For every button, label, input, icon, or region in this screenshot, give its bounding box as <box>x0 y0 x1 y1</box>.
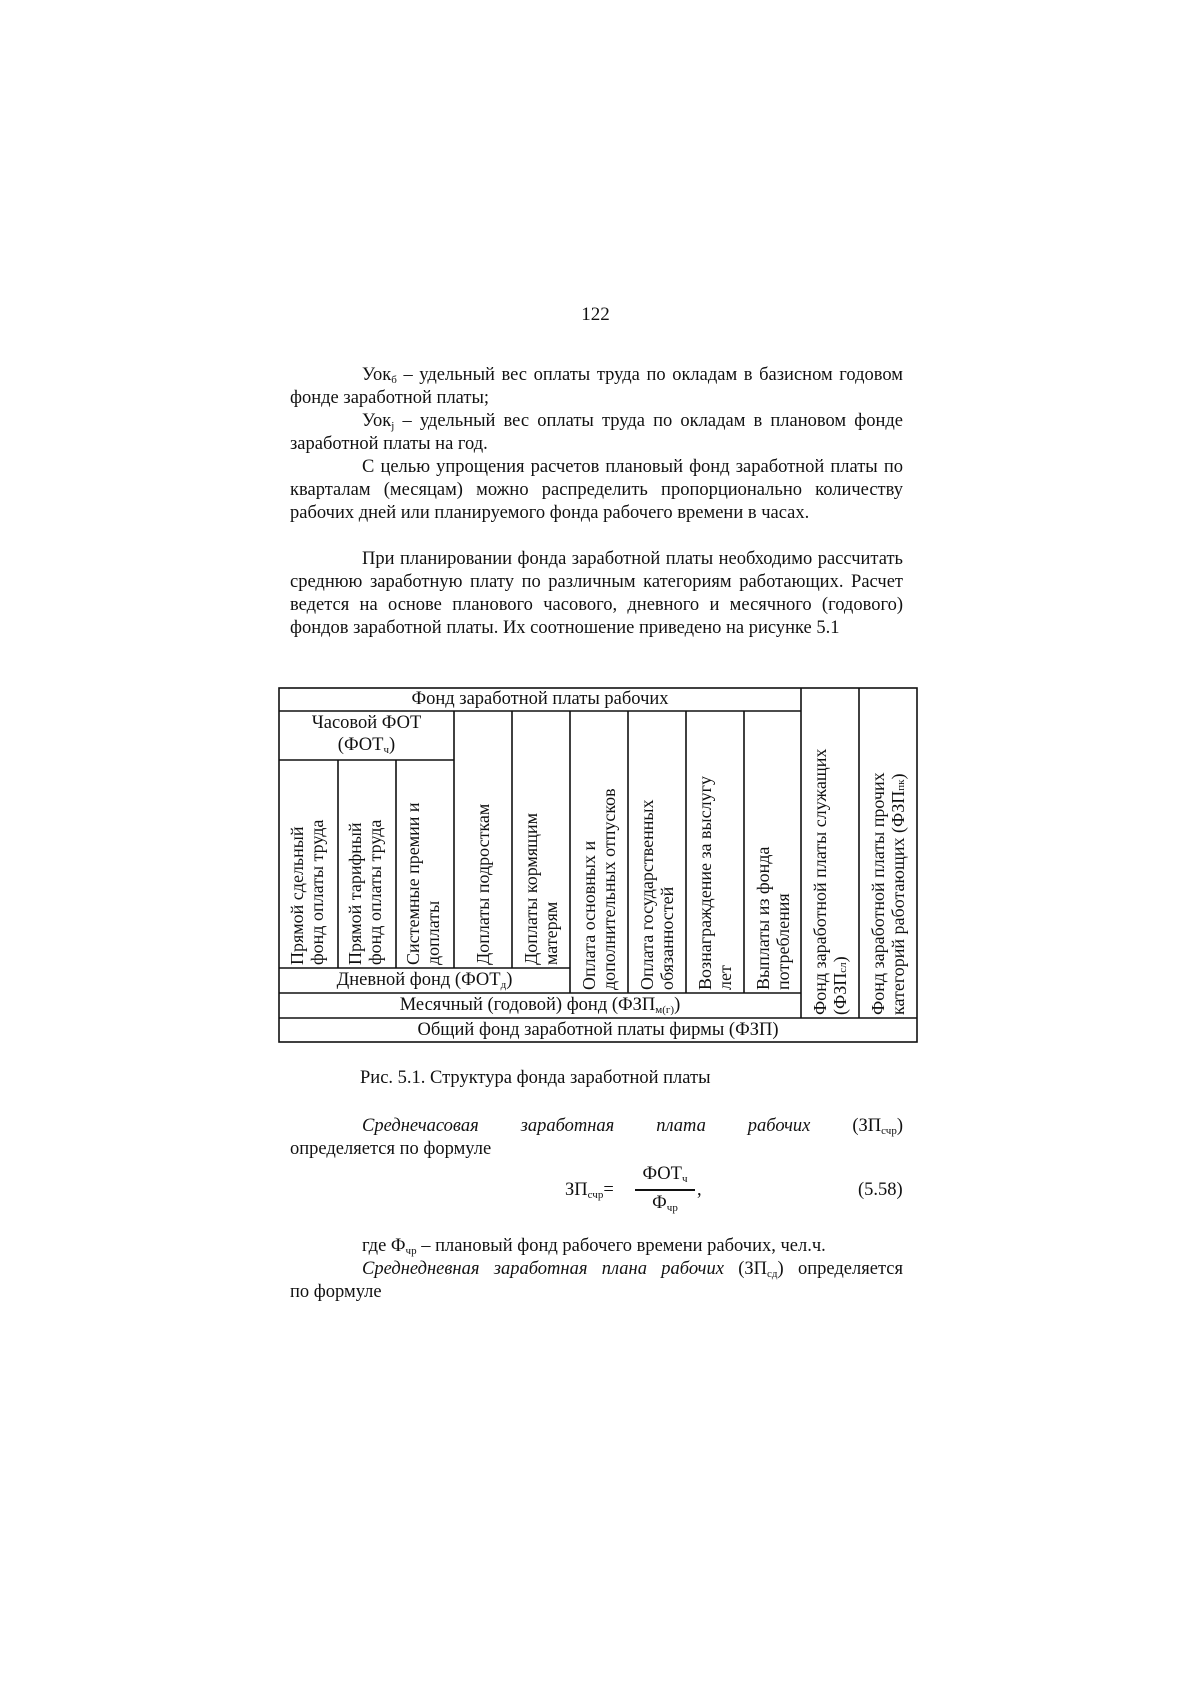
col9-line1: Выплаты из фонда <box>753 846 773 990</box>
row-daily-fund <box>279 970 570 990</box>
where-sub: чр <box>405 1245 417 1257</box>
paragraph-7-line2: по формуле <box>290 1282 382 1302</box>
col-employees-fund <box>810 695 850 1015</box>
row-total-fund: Общий фонд заработной платы фирмы (ФЗП) <box>417 1020 779 1040</box>
col6-line1: Оплата основных и <box>579 840 599 990</box>
col-consumption-fund <box>753 717 793 990</box>
term-subscript: j <box>391 420 395 432</box>
abbr-sub: счр <box>881 1125 897 1137</box>
col-seniority-reward <box>695 717 735 990</box>
col8-line1: Вознаграждение за выслугу <box>695 776 715 990</box>
col-teen-surcharges <box>473 717 493 965</box>
definition: – удельный вес оплаты труда по окладам в базисном годовом фонде заработной платы; <box>290 365 903 408</box>
col1-line1: Прямой сдельный <box>287 826 307 965</box>
figure-caption: Рис. 5.1. Структура фонда заработной платы <box>360 1068 711 1088</box>
paragraph-5-line2: определяется по формуле <box>290 1139 492 1159</box>
paragraph-1 <box>290 364 903 410</box>
col5-line2: матерям <box>541 901 561 965</box>
formula-comma: , <box>697 1180 702 1200</box>
col9-line2: потребления <box>773 893 793 990</box>
abbr-end: ) <box>896 1116 903 1136</box>
term-italic: Среднечасовая заработная плата рабочих <box>362 1116 811 1136</box>
numerator-sub: ч <box>681 1173 688 1185</box>
formula-numerator <box>635 1164 695 1185</box>
definition: – удельный вес оплаты труда по окладам в плановом фонде заработной платы на год. <box>290 411 903 454</box>
row-monthly-fund <box>279 995 801 1015</box>
denominator-text: Ф <box>652 1193 667 1213</box>
header-workers-fund: Фонд заработной платы рабочих <box>411 689 669 709</box>
paragraph-3 <box>290 456 903 525</box>
col2-line1: Прямой тарифный <box>345 822 365 965</box>
daily-end: ) <box>506 970 513 990</box>
col11-line1: Фонд заработной платы прочих <box>868 772 888 1015</box>
col3-line2: доплаты <box>423 900 443 965</box>
col10-end: ) <box>830 956 850 963</box>
col2-line2: фонд оплаты труда <box>365 819 385 965</box>
page-number: 122 <box>581 304 610 325</box>
formula-number: (5.58) <box>858 1180 903 1200</box>
monthly-text: Месячный (годовой) фонд (ФЗП <box>399 995 656 1015</box>
col-piecework-fund <box>287 765 327 965</box>
abbr-daily-end: ) определяется <box>777 1259 903 1279</box>
col7-line1: Оплата государственных <box>637 799 657 990</box>
formula-lhs <box>565 1180 614 1201</box>
hourly-abbr-sub: ч <box>383 744 390 756</box>
col10-line1: Фонд заработной платы служащих <box>810 748 830 1015</box>
col7-line2: обязанностей <box>657 886 677 990</box>
col-state-duties <box>637 717 677 990</box>
monthly-sub: м(г) <box>655 1004 675 1016</box>
col1-line2: фонд оплаты труда <box>307 819 327 965</box>
col-bonuses <box>403 765 443 965</box>
col6-line2: дополнительных отпусков <box>599 788 619 990</box>
paragraph-6 <box>290 1235 903 1258</box>
col11-end: ) <box>888 773 908 780</box>
col4-line1: Доплаты подросткам <box>473 803 493 965</box>
col-tariff-fund <box>345 765 385 965</box>
col11-line2: категорий работающих (ФЗП <box>888 790 908 1015</box>
term-subscript: б <box>391 374 397 386</box>
where-rest: – плановый фонд рабочего времени рабочих, чел.ч. <box>416 1236 826 1256</box>
term-italic-daily: Среднедневная заработная плана рабочих <box>362 1259 724 1279</box>
col10-sub: сл <box>837 962 849 973</box>
col5-line1: Доплаты кормящим <box>521 813 541 965</box>
col-nursing-mothers <box>521 717 561 965</box>
abbr: (ЗП <box>810 1116 882 1136</box>
paragraph-7 <box>290 1258 903 1304</box>
paragraph-3-text: С целью упрощения расчетов плановый фонд заработной платы по кварталам (месяцам) можно распределить пропорционально количеству рабочих дней или планируемого фонда рабочего времени в часах. <box>290 457 903 523</box>
formula-denominator <box>635 1193 695 1214</box>
paragraph-4 <box>290 548 903 640</box>
figure-wage-fund-structure <box>278 687 919 1043</box>
where-text: где Ф <box>362 1236 406 1256</box>
denominator-sub: чр <box>666 1202 678 1214</box>
col-vacations <box>579 717 619 990</box>
abbr-daily: (ЗП <box>723 1259 768 1279</box>
daily-text: Дневной фонд (ФОТ <box>336 970 501 990</box>
daily-sub: д <box>500 979 507 991</box>
col11-sub: пк <box>895 779 907 791</box>
paragraph-2 <box>290 410 903 456</box>
hourly-abbr-text: (ФОТ <box>337 735 384 755</box>
col-other-categories-fund <box>868 695 908 1015</box>
fraction-bar <box>635 1189 695 1191</box>
formula-lhs-text: ЗП <box>565 1180 588 1200</box>
paragraph-4-text: При планировании фонда заработной платы необходимо рассчитать среднюю заработную плату по различным категориям работающих. Расчет ведется на основе планового часового, дневного и месячного (годового) фондов заработной платы. Их соотношение приведено на рисунке 5.1 <box>290 549 903 638</box>
header-hourly-abbr <box>279 735 454 755</box>
col10-line2: (ФЗП <box>830 972 850 1015</box>
formula-equals: = <box>603 1180 614 1200</box>
numerator-text: ФОТ <box>642 1164 682 1184</box>
header-hourly-fund: Часовой ФОТ <box>311 713 422 733</box>
term: Уок <box>362 411 392 431</box>
col8-line2: лет <box>715 965 735 990</box>
paragraph-5 <box>290 1115 903 1161</box>
hourly-abbr-end: ) <box>389 735 396 755</box>
abbr-daily-sub: сд <box>767 1268 778 1280</box>
formula-5-58 <box>565 1162 715 1220</box>
term: Уок <box>362 365 392 385</box>
col3-line1: Системные премии и <box>403 802 423 965</box>
monthly-end: ) <box>674 995 681 1015</box>
formula-lhs-sub: счр <box>587 1189 604 1201</box>
